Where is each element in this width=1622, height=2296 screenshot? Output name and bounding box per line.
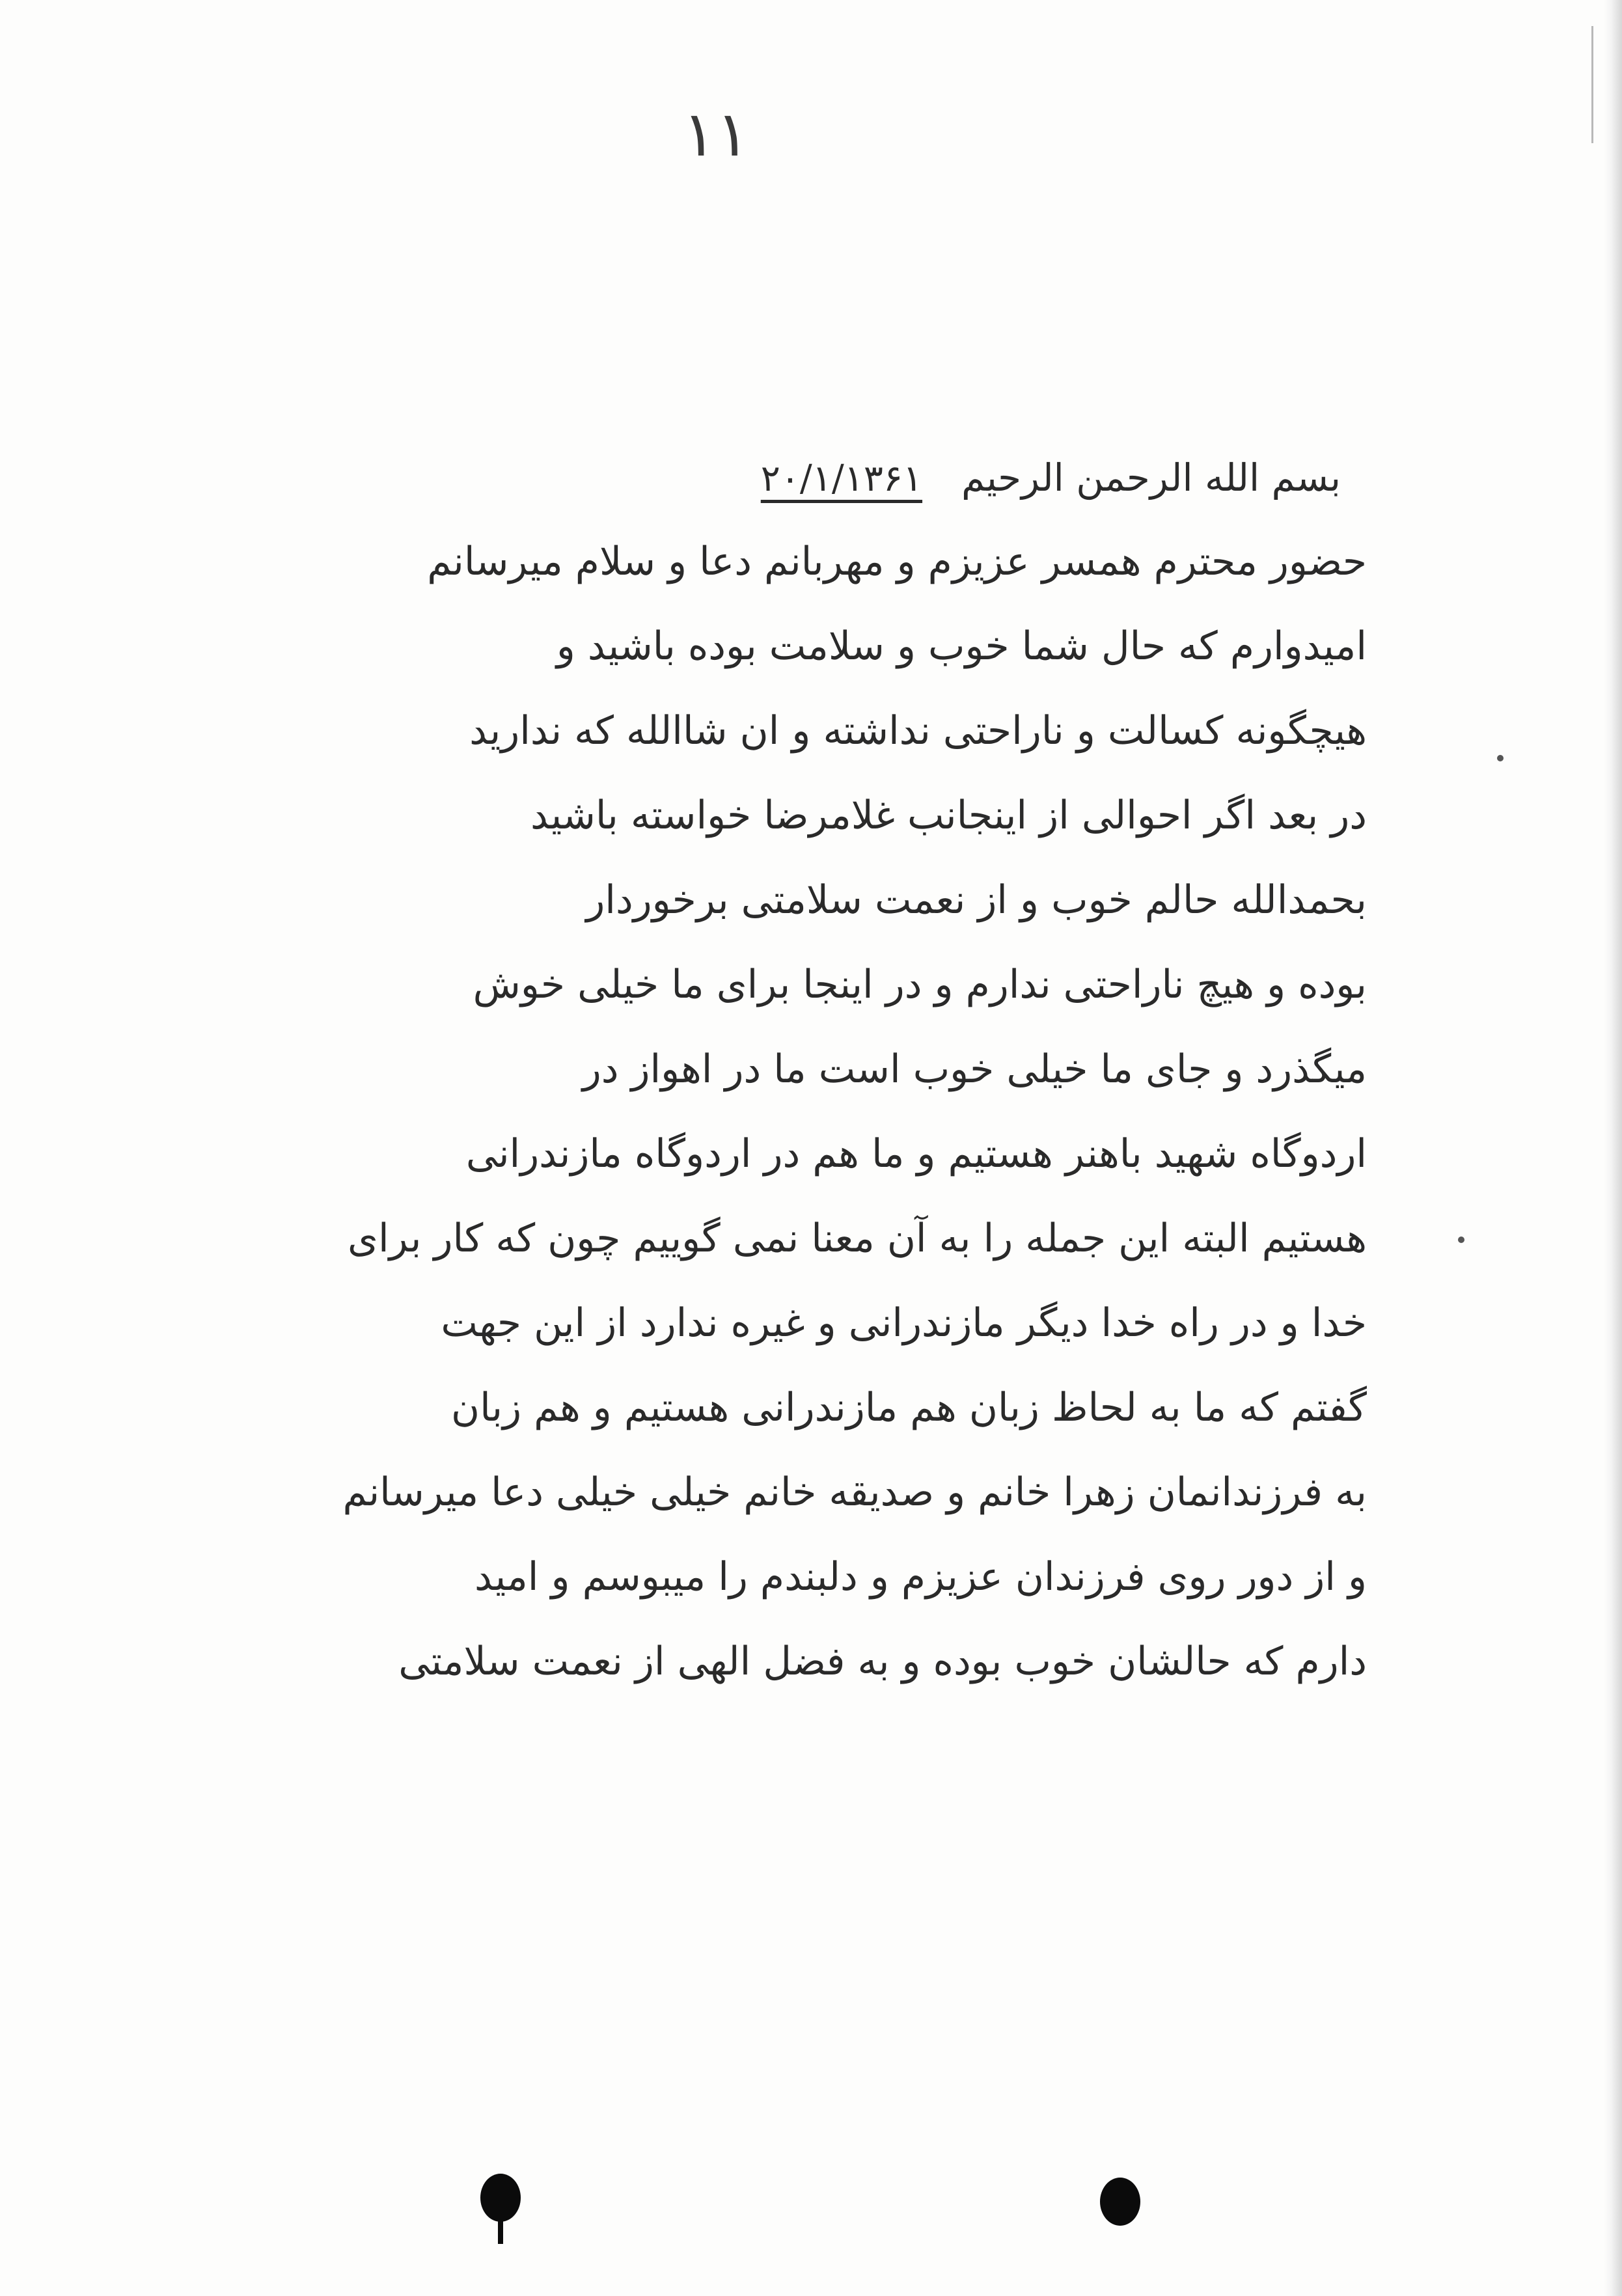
bismillah-heading: بسم الله الرحمن الرحیم <box>961 456 1341 500</box>
letter-line: دارم که حالشان خوب بوده و به فضل الهی از نعمت سلامتی <box>398 1639 1367 1684</box>
letter-line: به فرزندانمان زهرا خانم و صدیقه خانم خیلی خیلی دعا میرسانم <box>342 1469 1367 1515</box>
punch-hole-tear <box>498 2213 503 2244</box>
letter-line: گفتم که ما به لحاظ زبان هم مازندرانی هستیم و هم زبان <box>451 1385 1367 1430</box>
letter-line: هستیم البته این جمله را به آن معنا نمی گوییم چون که کار برای <box>348 1216 1367 1261</box>
handwritten-letter <box>342 456 1367 1704</box>
punch-hole-right <box>1100 2178 1140 2226</box>
letter-line: خدا و در راه خدا دیگر مازندرانی و غیره ندارد از این جهت <box>441 1300 1367 1346</box>
letter-line: هیچگونه کسالت و ناراحتی نداشته و ان شاالله که ندارید <box>469 708 1367 754</box>
letter-line: میگذرد و جای ما خیلی خوب است ما در اهواز در <box>582 1046 1367 1092</box>
scan-speck <box>1497 755 1504 761</box>
letter-line: و از دور روی فرزندان عزیزم و دلبندم را میبوسم و امید <box>474 1554 1367 1600</box>
letter-line: بحمدالله حالم خوب و از نعمت سلامتی برخوردار <box>586 877 1367 923</box>
scan-edge-shadow <box>1604 0 1622 2296</box>
letter-line: امیدوارم که حال شما خوب و سلامت بوده باشید و <box>556 623 1367 669</box>
letter-line: حضور محترم همسر عزیزم و مهربانم دعا و سلام میرسانم <box>427 539 1367 584</box>
letter-date: ۲۰/۱/۱۳۶۱ <box>760 458 923 500</box>
letter-line: اردوگاه شهید باهنر هستیم و ما هم در اردوگاه مازندرانی <box>465 1131 1367 1177</box>
scan-edge-mark <box>1591 26 1593 143</box>
letter-line: بوده و هیچ ناراحتی ندارم و در اینجا برای ما خیلی خوش <box>473 962 1367 1007</box>
scan-speck <box>1458 1237 1464 1243</box>
page-number: ۱۱ <box>682 98 750 171</box>
letter-header <box>364 456 1367 500</box>
letter-line: در بعد اگر احوالی از اینجانب غلامرضا خواسته باشید <box>530 793 1367 838</box>
